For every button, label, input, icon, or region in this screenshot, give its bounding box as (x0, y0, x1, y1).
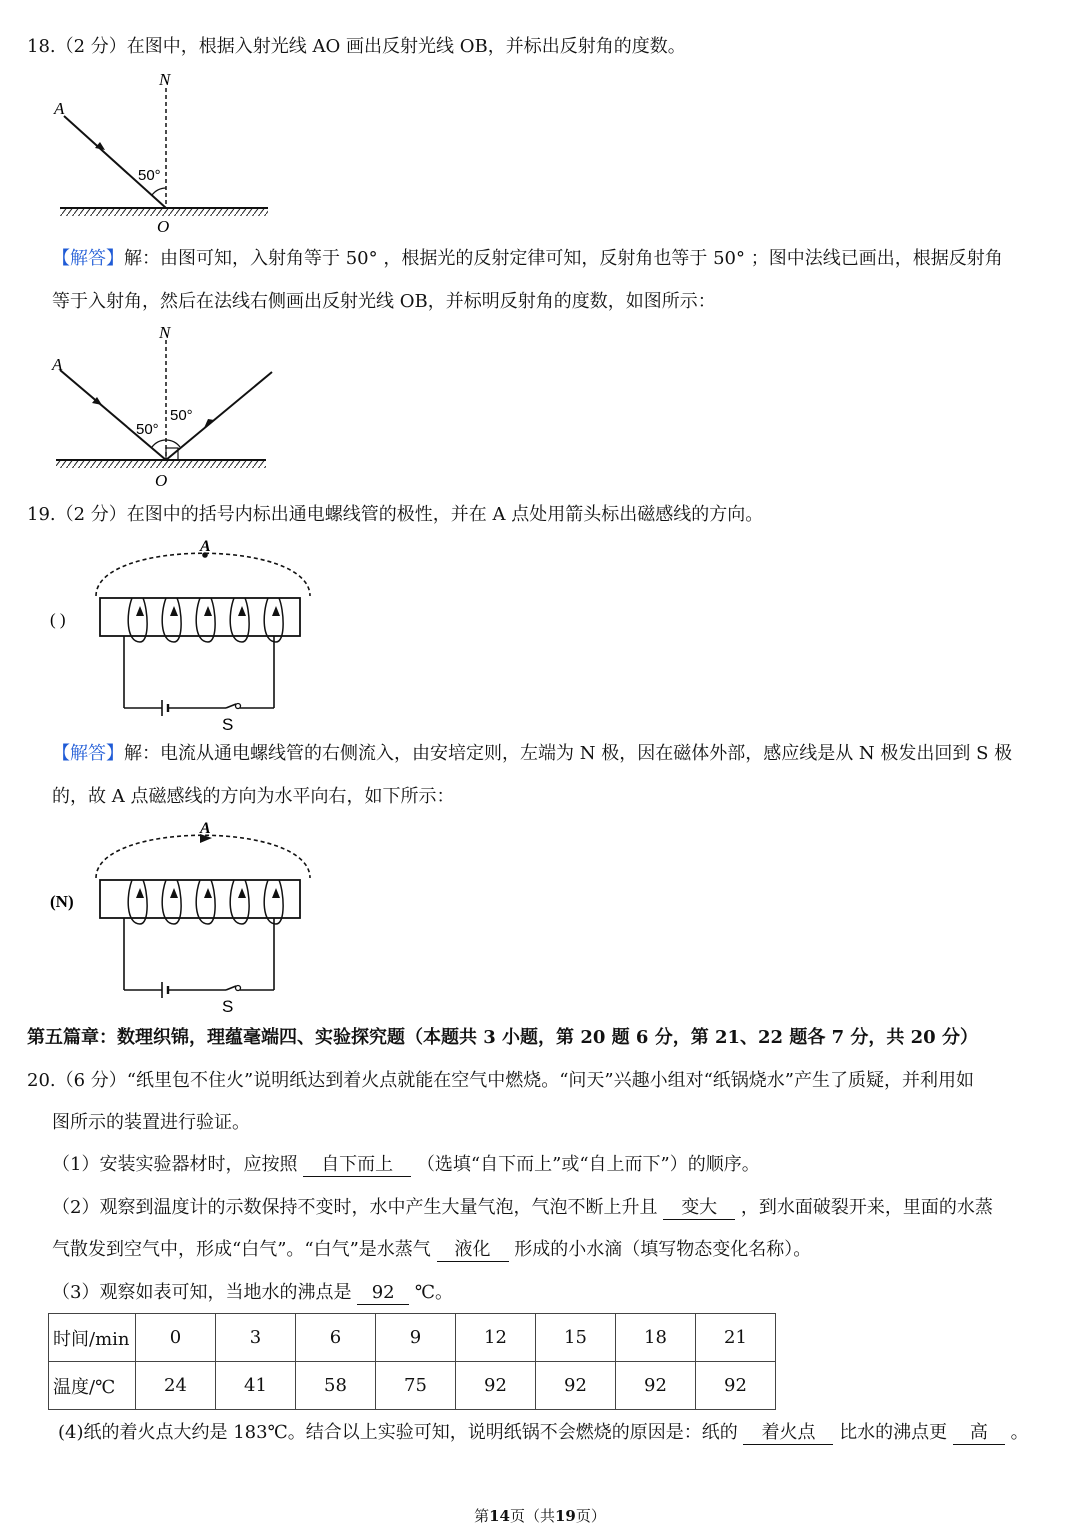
q19-answer-l2: 的，故 A 点磁感线的方向为水平向右，如下所示： (52, 786, 455, 807)
q20-stem-l1: 20.（6 分）“纸里包不住火”说明纸达到着火点就能在空气中燃烧。“问天”兴趣小组对“纸锅烧水”产生了质疑，并利用如 (27, 1070, 975, 1091)
solenoid-figure-answer (48, 816, 318, 1016)
label-angle: 50° (138, 167, 161, 184)
label-a: A (54, 99, 65, 118)
table-row-head: 温度/℃ (49, 1362, 136, 1410)
label-angle-reflect: 50° (170, 407, 193, 424)
page-footer: 第14页（共19页） (474, 1507, 606, 1525)
answer-tag: 【解答】 (52, 248, 124, 269)
q20-part2-l2: 气散发到空气中，形成“白气”。“白气”是水蒸气 液化 形成的小水滴（填写物态变化名称）。 (52, 1239, 812, 1260)
label-s: S (222, 715, 234, 734)
q20-part3: （3）观察如表可知，当地水的沸点是 92 ℃。 (52, 1282, 454, 1303)
solenoid-figure-question (48, 534, 318, 734)
label-a: A (200, 820, 211, 837)
pole-answer: (N) (50, 892, 74, 911)
page-total: 19 (555, 1507, 576, 1525)
label-o: O (157, 217, 170, 236)
q20-part4: (4)纸的着火点大约是 183℃。结合以上实验可知，说明纸锅不会燃烧的原因是：纸的 着火点 比水的沸点更 高 。 (58, 1422, 1029, 1443)
boiling-data-table (48, 1313, 776, 1410)
q19-stem: 19.（2 分）在图中的括号内标出通电螺线管的极性，并在 A 点处用箭头标出磁感线的方向。 (27, 504, 764, 525)
section-heading: 第五篇章：数理织锦，理蕴毫端四、实验探究题（本题共 3 小题，第 20 题 6 分，第 21、22 题各 7 分，共 20 分） (27, 1027, 978, 1048)
label-a: A (52, 355, 63, 374)
answer-blank: 着火点 (743, 1422, 833, 1445)
answer-blank: 自下而上 (303, 1154, 411, 1177)
label-s: S (222, 997, 234, 1016)
answer-blank: 高 (953, 1422, 1005, 1445)
q20-part2-l1: （2）观察到温度计的示数保持不变时，水中产生大量气泡，气泡不断上升且 变大 ，到水面破裂开来，里面的水蒸 (52, 1197, 993, 1218)
label-n: N (159, 323, 171, 342)
q18-answer-l1: 【解答】解：由图可知，入射角等于 50° ，根据光的反射定律可知，反射角也等于 50° ；图中法线已画出，根据反射角 (52, 248, 1003, 269)
answer-blank: 液化 (437, 1239, 509, 1262)
pole-blank: ( ) (50, 610, 66, 629)
table-row-head: 时间/min (49, 1314, 136, 1362)
label-o: O (155, 471, 168, 490)
q19-answer-l1: 【解答】解：电流从通电螺线管的右侧流入，由安培定则，左端为 N 极，因在磁体外部，感应线是从 N 极发出回到 S 极 (52, 743, 1013, 764)
answer-tag: 【解答】 (52, 743, 124, 764)
reflection-figure-question (50, 70, 280, 240)
q20-stem-l2: 图所示的装置进行验证。 (52, 1112, 250, 1133)
label-angle-incident: 50° (136, 421, 159, 438)
page-number: 14 (489, 1507, 510, 1525)
q20-part1: （1）安装实验器材时，应按照 自下而上 （选填“自下而上”或“自上而下”）的顺序。 (52, 1154, 760, 1175)
reflection-figure-answer (50, 322, 280, 492)
answer-blank: 92 (357, 1282, 409, 1305)
label-a: A (200, 538, 211, 555)
table-row: 时间/min 0 3 6 9 12 15 18 21 (49, 1314, 776, 1362)
table-row: 温度/℃ 24 41 58 75 92 92 92 92 (49, 1362, 776, 1410)
q18-answer-l2: 等于入射角，然后在法线右侧画出反射光线 OB，并标明反射角的度数，如图所示： (52, 291, 716, 312)
answer-blank: 变大 (663, 1197, 735, 1220)
label-n: N (159, 70, 171, 89)
q18-stem: 18.（2 分）在图中，根据入射光线 AO 画出反射光线 OB，并标出反射角的度数。 (27, 36, 686, 57)
